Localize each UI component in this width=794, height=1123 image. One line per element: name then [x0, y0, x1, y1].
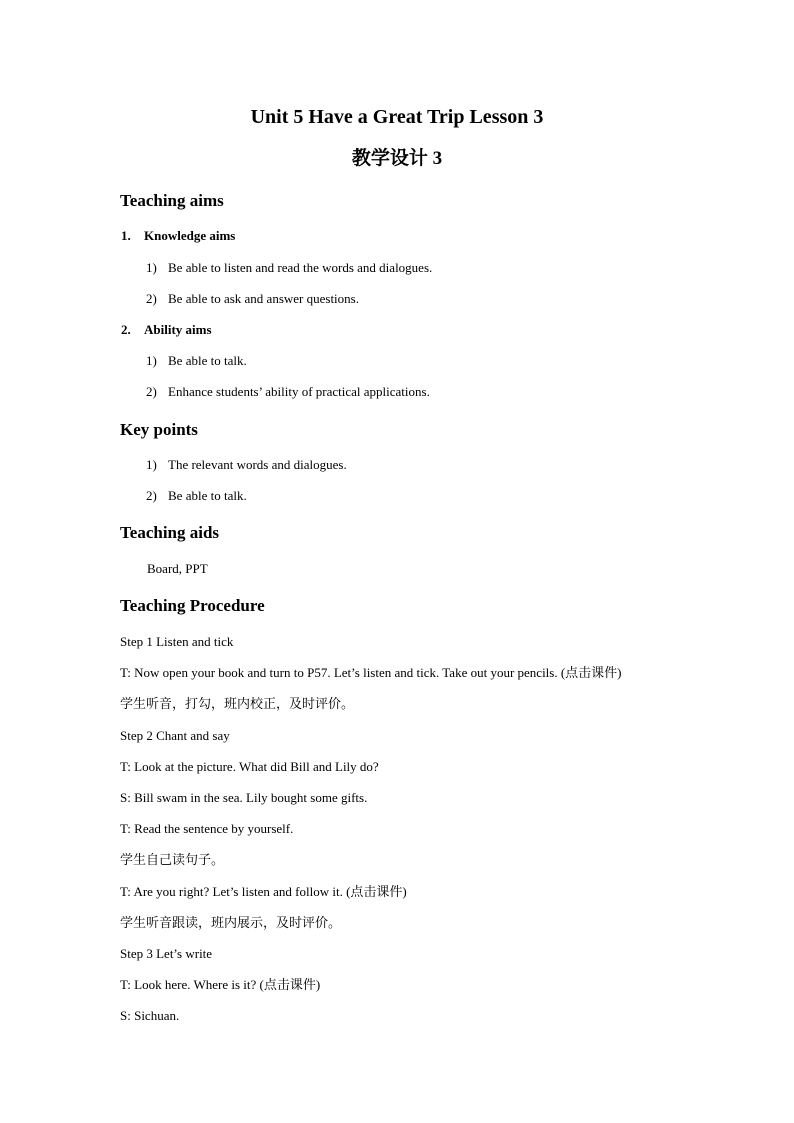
procedure-line: T: Are you right? Let’s listen and follow it. (点击课件) — [120, 884, 407, 899]
document-subtitle: 教学设计 3 — [351, 148, 443, 169]
subheading-label: Ability aims — [144, 322, 212, 337]
subheading-ability-aims — [121, 323, 212, 336]
list-number: 1. — [121, 228, 131, 243]
procedure-line: 学生听音，打勾，班内校正，及时评价。 — [120, 696, 355, 711]
list-number: 2) — [146, 488, 157, 503]
procedure-line: Step 2 Chant and say — [120, 728, 230, 743]
list-number: 2. — [121, 322, 131, 337]
procedure-line: Step 1 Listen and tick — [120, 634, 234, 649]
list-item — [146, 489, 247, 502]
procedure-line: T: Look at the picture. What did Bill and Lily do? — [120, 759, 379, 774]
list-item — [146, 458, 347, 471]
subheading-label: Knowledge aims — [144, 228, 236, 243]
section-heading-teaching-procedure: Teaching Procedure — [120, 596, 265, 615]
list-item-text: Be able to listen and read the words and dialogues. — [168, 260, 433, 275]
subheading-knowledge-aims — [121, 229, 235, 242]
section-heading-teaching-aids: Teaching aids — [120, 523, 220, 542]
list-item — [146, 261, 432, 274]
procedure-line: Step 3 Let’s write — [120, 946, 213, 961]
section-heading-teaching-aims: Teaching aims — [120, 191, 224, 210]
teaching-aids-text: Board, PPT — [147, 561, 208, 576]
procedure-line: T: Look here. Where is it? (点击课件) — [120, 977, 321, 992]
list-item-text: The relevant words and dialogues. — [168, 457, 347, 472]
procedure-line: S: Sichuan. — [120, 1008, 180, 1023]
list-number: 2) — [146, 384, 157, 399]
procedure-line: T: Read the sentence by yourself. — [120, 821, 294, 836]
document-title: Unit 5 Have a Great Trip Lesson 3 — [250, 106, 544, 128]
procedure-line: S: Bill swam in the sea. Lily bought some gifts. — [120, 790, 368, 805]
list-item — [146, 354, 247, 367]
list-item-text: Be able to talk. — [168, 488, 247, 503]
procedure-line: 学生听音跟读，班内展示，及时评价。 — [120, 915, 342, 930]
list-item-text: Be able to ask and answer questions. — [168, 291, 359, 306]
section-heading-key-points: Key points — [120, 420, 198, 439]
procedure-line: T: Now open your book and turn to P57. Let’s listen and tick. Take out your pencils. (点击课件) — [120, 665, 622, 680]
list-item-text: Enhance students’ ability of practical applications. — [168, 384, 430, 399]
list-item-text: Be able to talk. — [168, 353, 247, 368]
procedure-line: 学生自己读句子。 — [120, 852, 225, 867]
list-number: 2) — [146, 291, 157, 306]
list-number: 1) — [146, 353, 157, 368]
list-number: 1) — [146, 457, 157, 472]
list-number: 1) — [146, 260, 157, 275]
list-item — [146, 292, 359, 305]
list-item — [146, 385, 430, 398]
